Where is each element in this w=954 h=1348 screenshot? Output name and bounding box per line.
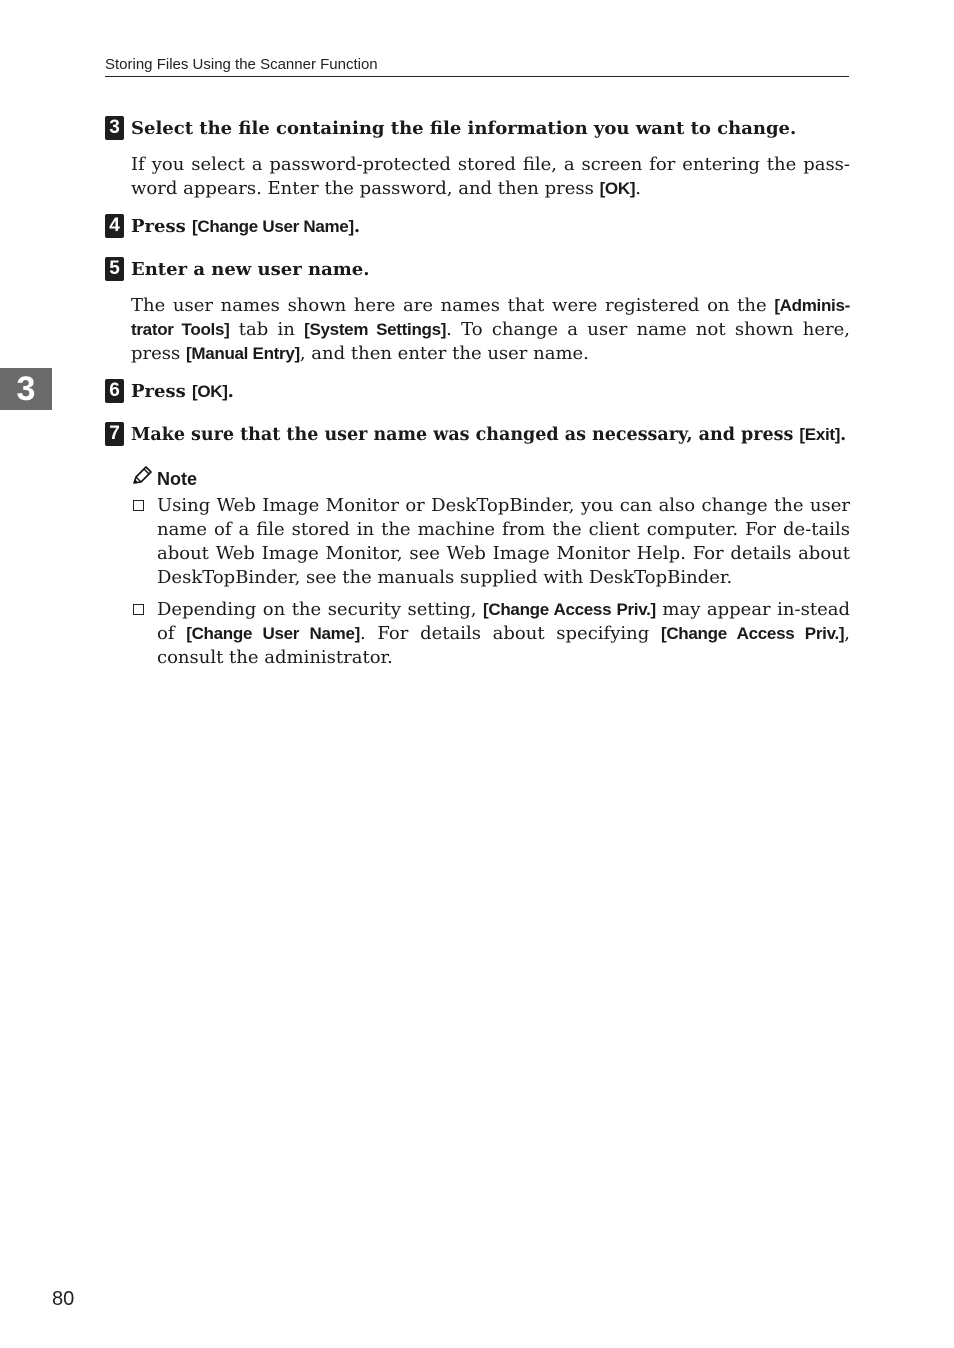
title-text: . [840,425,847,445]
step-body [131,153,850,201]
title-text: . [227,381,234,402]
step-body [131,294,850,366]
body-text: If you select a password-protected stored file, a screen for entering the pass-word appears. Enter the password, and then press [131,154,850,199]
key-label-ok: [OK] [192,382,228,401]
title-text: Press [131,216,193,237]
body-text: , and then enter the user name. [299,343,589,364]
key-label-change-access-priv: [Change Access Priv.] [483,600,656,619]
checkbox-bullet-icon [133,604,144,615]
note-item [131,494,850,590]
title-text: . [353,216,361,237]
step-number: 4 [105,214,124,238]
key-label-change-access-priv: [Change Access Priv.] [660,624,845,643]
key-label-change-user-name: [Change User Name] [192,217,354,236]
body-text: The user names shown here are names that were registered on the [131,295,775,316]
note-text: , consult the administrator. [157,623,850,668]
note-text: Depending on the security setting, [157,599,483,620]
note-text: Using Web Image Monitor or DeskTopBinder, you can also change the user name of a file stored in the machine from the client computer. For de-tails about Web Image Monitor, see Web Image Monitor Help. For details about DeskTopBinder, see the manuals supplied with DeskTopBinder. [157,495,850,588]
checkbox-bullet-icon [133,500,144,511]
note-title: Note [157,469,197,489]
title-text: Make sure that the user name was changed as necessary, and press [131,425,800,445]
step-title: Select the file containing the file information you want to change. [131,118,797,139]
note-text: . For details about specifying [360,623,661,644]
note-item [131,598,850,670]
step-number: 6 [105,379,124,403]
body-text: . [635,178,641,199]
step-title [131,379,850,405]
page-number: 80 [52,1288,75,1310]
body-text: tab in [229,319,305,340]
pencil-icon [131,466,153,493]
key-label-change-user-name: [Change User Name] [186,624,360,643]
key-label-ok: [OK] [599,179,636,198]
step-title [131,422,850,448]
step-number: 3 [105,116,124,140]
step-number: 7 [105,422,124,446]
key-label-exit: [Exit] [799,425,841,444]
running-header: Storing Files Using the Scanner Function [105,56,849,77]
step-title [131,214,850,240]
step-title: Enter a new user name. [131,259,370,280]
key-label-manual-entry: [Manual Entry] [185,344,300,363]
note-heading [131,466,850,492]
note-text: may appear in-stead of [157,599,850,644]
body-text: . To change a user name not shown here, press [131,319,850,364]
title-text: Press [131,381,193,402]
note-section [131,466,850,670]
key-label-administrator-tools: [Adminis-trator Tools] [131,296,850,339]
step-number: 5 [105,257,124,281]
chapter-tab: 3 [0,368,52,410]
key-label-system-settings: [System Settings] [304,320,447,339]
